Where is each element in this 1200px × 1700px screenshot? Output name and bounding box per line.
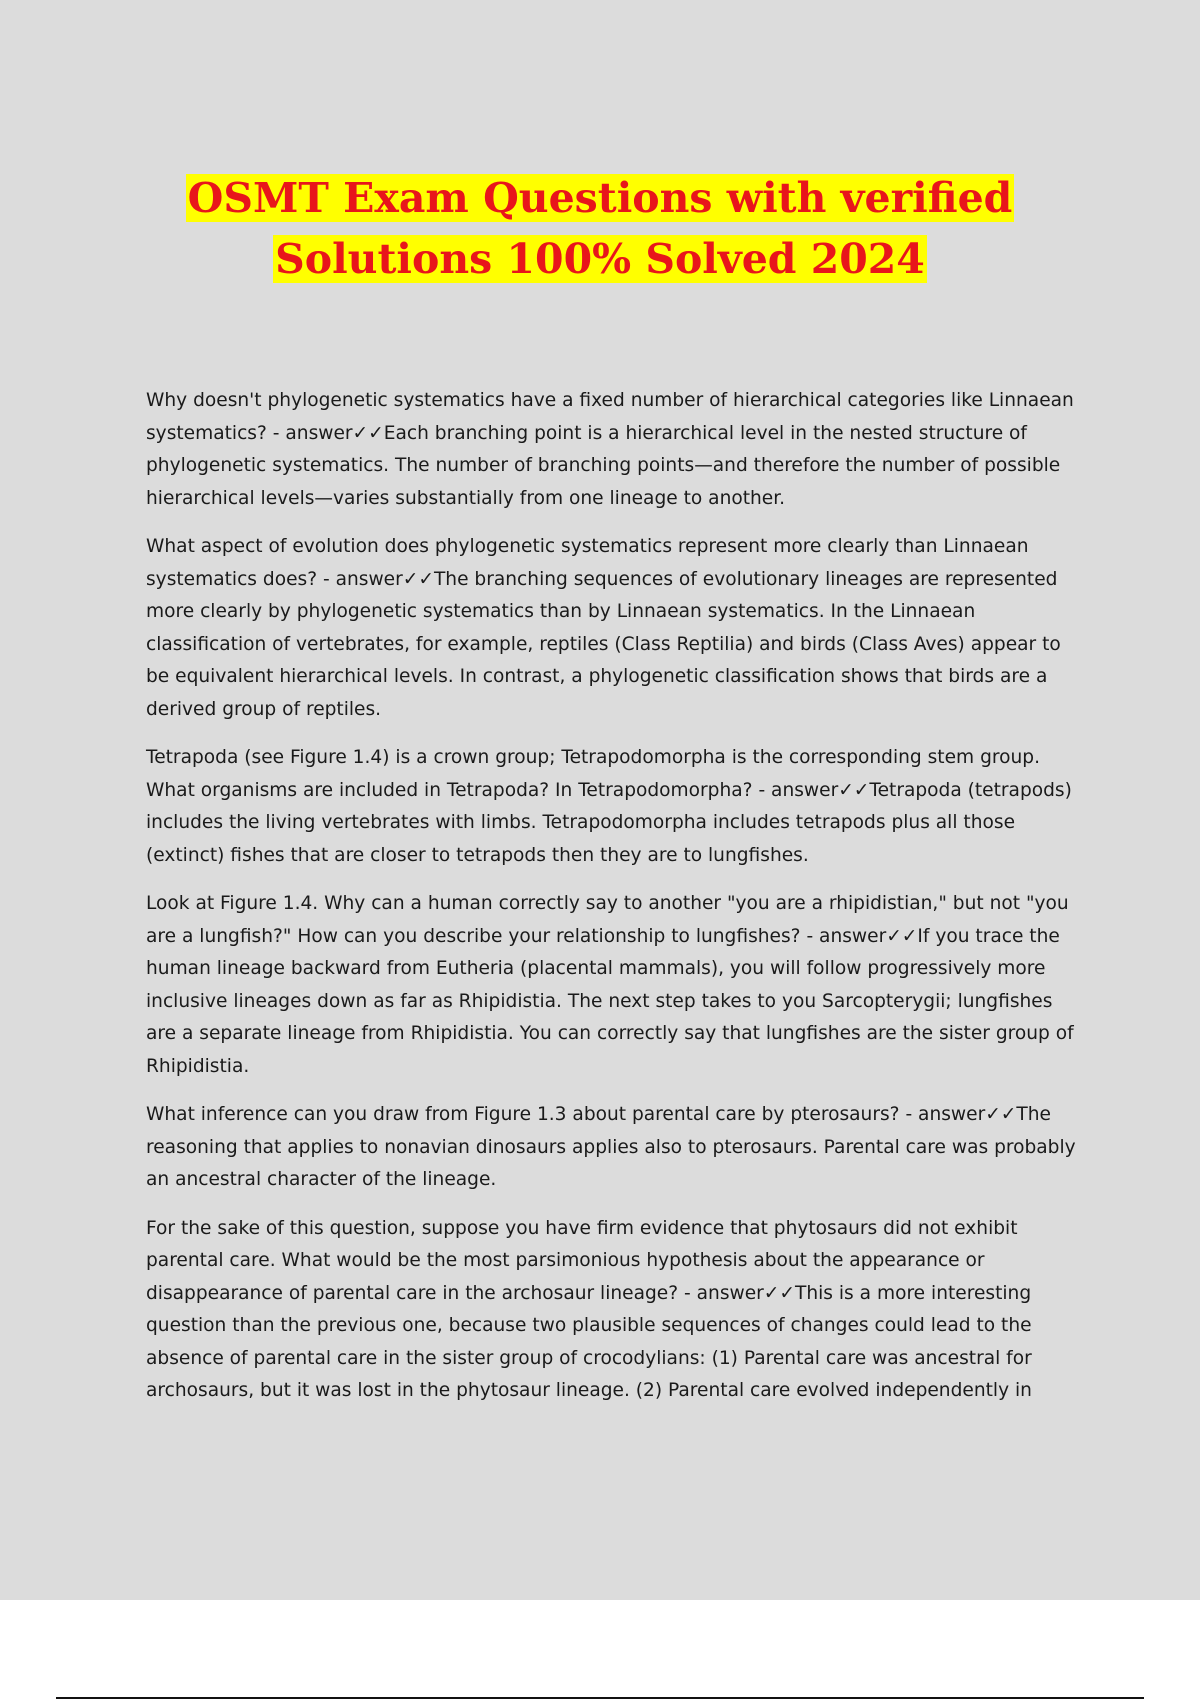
qa-item xyxy=(146,742,1081,872)
qa-item xyxy=(146,888,1081,1083)
answer-text: Each branching point is a hierarchical level in the nested structure of phylogenetic systematics. The number of branching points—and therefore the number of possible hierarchical levels—varies substantially from one lineage to another. xyxy=(146,422,1061,509)
answer-text: If you trace the human lineage backward from Eutheria (placental mammals), you will follow progressively more inclusive lineages down as far as Rhipidistia. The next step takes to you Sarcopterygii; lungfishes are a separate lineage from Rhipidistia. You can correctly say that lungfishes are the sister group of Rhipidistia. xyxy=(146,925,1074,1077)
document-title xyxy=(0,168,1200,290)
question-text: What inference can you draw from Figure 1.3 about parental care by pterosaurs? xyxy=(146,1104,900,1125)
page-divider xyxy=(56,1697,1144,1699)
answer-text: The reasoning that applies to nonavian dinosaurs applies also to pterosaurs. Parental care was probably an ancestral character of the lineage. xyxy=(146,1104,1076,1190)
answer-marker: - answer✓✓ xyxy=(678,1282,795,1304)
question-text: Tetrapoda (see Figure 1.4) is a crown group; Tetrapodomorpha is the corresponding stem group. What organisms are included in Tetrapoda? In Tetrapodomorpha? xyxy=(146,747,1040,801)
question-text: What aspect of evolution does phylogenetic systematics represent more clearly than Linnaean systematics does? xyxy=(146,536,1029,590)
answer-marker: - answer✓✓ xyxy=(800,925,918,947)
qa-list xyxy=(146,385,1081,1424)
answer-marker: - answer✓✓ xyxy=(752,779,870,801)
answer-marker: - answer✓✓ xyxy=(317,568,434,590)
question-text: Why doesn't phylogenetic systematics have a fixed number of hierarchical categories like Linnaean systematics? xyxy=(146,390,1074,444)
qa-item xyxy=(146,1099,1081,1197)
question-text: For the sake of this question, suppose you have firm evidence that phytosaurs did not exhibit parental care. What would be the most parsimonious hypothesis about the appearance or disappearance of parental care in the archosaur lineage? xyxy=(146,1217,1018,1304)
answer-text: Tetrapoda (tetrapods) includes the living vertebrates with limbs. Tetrapodomorpha includes tetrapods plus all those (extinct) fishes that are closer to tetrapods then they are to lungfishes. xyxy=(146,779,1072,866)
qa-item xyxy=(146,1213,1081,1408)
answer-marker: - answer✓✓ xyxy=(899,1104,1017,1125)
answer-text: The branching sequences of evolutionary lineages are represented more clearly by phylogenetic systematics than by Linnaean systematics. In the Linnaean classification of vertebrates, for example, reptiles (Class Reptilia) and birds (Class Aves) appear to be equivalent hierarchical levels. In contrast, a phylogenetic classification shows that birds are a derived group of reptiles. xyxy=(146,568,1061,720)
answer-text: This is a more interesting question than the previous one, because two plausible sequences of changes could lead to the absence of parental care in the sister group of crocodylians: (1) Parental care was ancestral for archosaurs, but it was lost in the phytosaur lineage. (2) Parental care evolved independently in xyxy=(146,1282,1032,1401)
title-line-2: Solutions 100% Solved 2024 xyxy=(275,235,925,283)
qa-item xyxy=(146,385,1081,515)
answer-marker: - answer✓✓ xyxy=(266,422,384,444)
qa-item xyxy=(146,531,1081,726)
title-line-1: OSMT Exam Questions with verified xyxy=(187,174,1013,222)
question-text: Look at Figure 1.4. Why can a human correctly say to another "you are a rhipidistian," but not "you are a lungfish?" How can you describe your relationship to lungfishes? xyxy=(146,893,1069,947)
